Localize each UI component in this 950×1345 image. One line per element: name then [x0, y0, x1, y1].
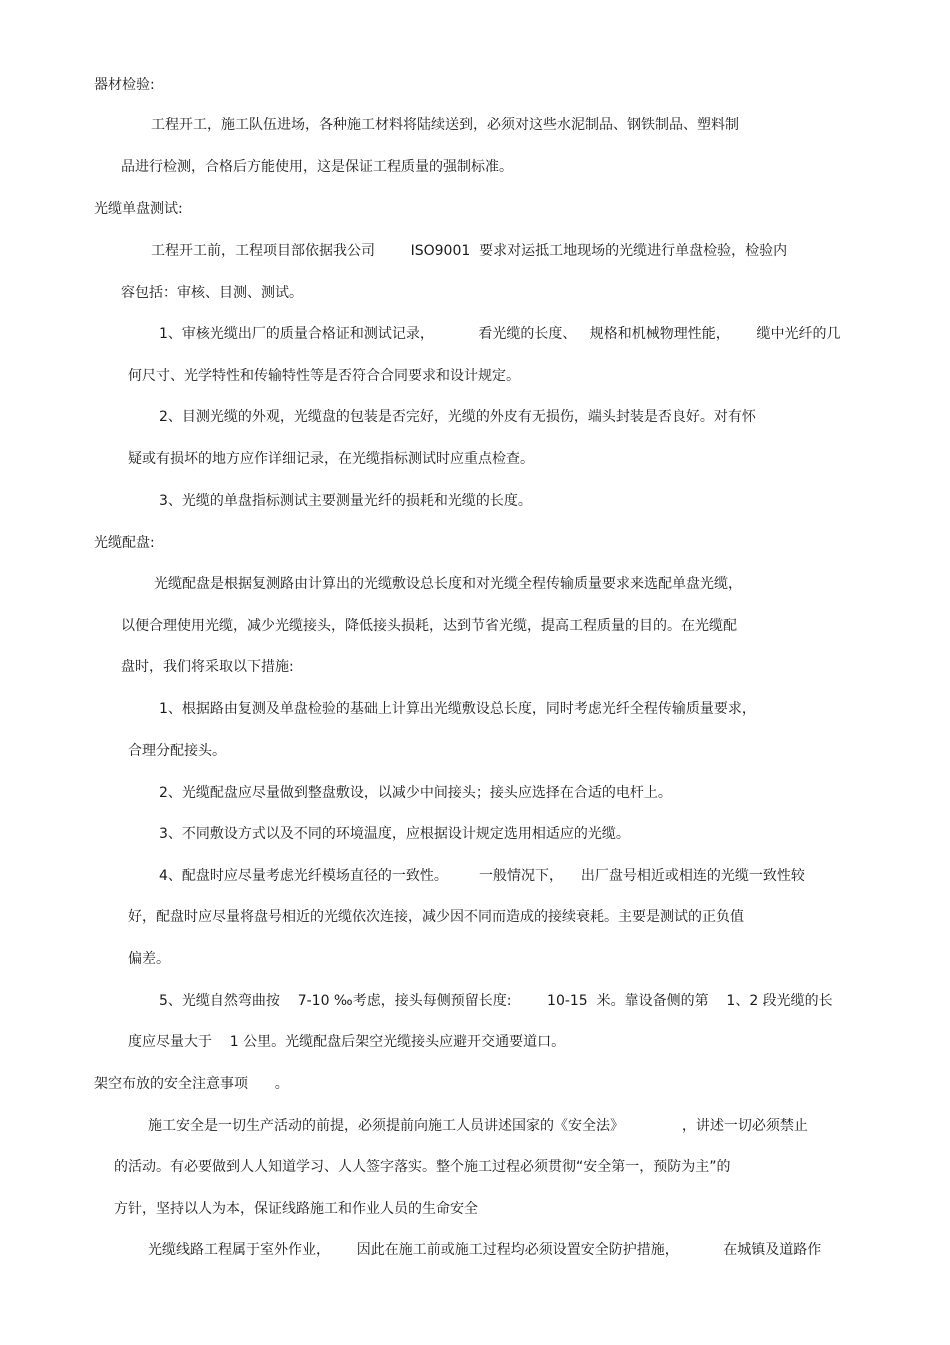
paragraph-line: 合理分配接头。 [128, 743, 226, 759]
list-item: 3、不同敷设方式以及不同的环境温度，应根据设计规定选用相适应的光缆。 [159, 826, 630, 842]
paragraph-line: 疑或有损坏的地方应作详细记录，在光缆指标测试时应重点检查。 [128, 451, 534, 467]
paragraph-line: 方针，坚持以人为本，保证线路施工和作业人员的生命安全 [114, 1201, 478, 1217]
paragraph-line: 度应尽量大于 1 公里。光缆配盘后架空光缆接头应避开交通要道口。 [128, 1034, 566, 1050]
section-heading-cable-allocation: 光缆配盘: [94, 535, 155, 551]
paragraph-line: 品进行检测，合格后方能使用，这是保证工程质量的强制标准。 [121, 159, 513, 175]
list-item: 1、审核光缆出厂的质量合格证和测试记录， 看光缆的长度、 规格和机械物理性能， 缆中光纤的几 [159, 326, 841, 342]
list-item: 2、光缆配盘应尽量做到整盘敷设，以减少中间接头；接头应选择在合适的电杆上。 [159, 785, 672, 801]
paragraph-line: 光缆配盘是根据复测路由计算出的光缆敷设总长度和对光缆全程传输质量要求来选配单盘光缆， [154, 576, 742, 592]
list-item: 1、根据路由复测及单盘检验的基础上计算出光缆敷设总长度，同时考虑光纤全程传输质量要求， [159, 701, 756, 717]
paragraph-line: 偏差。 [128, 951, 170, 967]
paragraph-line: 容包括：审核、目测、测试。 [121, 285, 303, 301]
section-heading-aerial-safety: 架空布放的安全注意事项 。 [94, 1076, 289, 1092]
paragraph-line: 的活动。有必要做到人人知道学习、人人签字落实。整个施工过程必须贯彻“安全第一，预防为主”的 [114, 1159, 731, 1175]
paragraph-line: 何尺寸、光学特性和传输特性等是否符合合同要求和设计规定。 [128, 368, 520, 384]
paragraph-line: 光缆线路工程属于室外作业， 因此在施工前或施工过程均必须设置安全防护措施， 在城镇及道路作 [148, 1242, 822, 1258]
paragraph-line: 施工安全是一切生产活动的前提，必须提前向施工人员讲述国家的《安全法》 ，讲述一切必须禁止 [148, 1118, 808, 1134]
paragraph-line: 工程开工，施工队伍进场，各种施工材料将陆续送到，必须对这些水泥制品、钢铁制品、塑料制 [151, 117, 739, 133]
paragraph-line: 好，配盘时应尽量将盘号相近的光缆依次连接，减少因不同而造成的接续衰耗。主要是测试的正负值 [128, 909, 744, 925]
paragraph-line: 以便合理使用光缆，减少光缆接头，降低接头损耗，达到节省光缆，提高工程质量的目的。在光缆配 [121, 618, 737, 634]
paragraph-line: 工程开工前，工程项目部依据我公司 ISO9001 要求对运抵工地现场的光缆进行单盘检验，检验内 [151, 243, 788, 259]
section-heading-equipment-inspection: 器材检验: [94, 77, 155, 93]
paragraph-line: 盘时，我们将采取以下措施: [121, 659, 294, 675]
list-item: 2、目测光缆的外观，光缆盘的包装是否完好，光缆的外皮有无损伤，端头封装是否良好。对有怀 [159, 409, 756, 425]
list-item: 4、配盘时应尽量考虑光纤模场直径的一致性。 一般情况下， 出厂盘号相近或相连的光缆一致性较 [159, 868, 805, 884]
list-item: 3、光缆的单盘指标测试主要测量光纤的损耗和光缆的长度。 [159, 493, 532, 509]
section-heading-cable-reel-test: 光缆单盘测试: [94, 201, 183, 217]
list-item: 5、光缆自然弯曲按 7-10 ‰考虑，接头每侧预留长度: 10-15 米。靠设备侧的第 1、2 段光缆的长 [159, 993, 833, 1009]
